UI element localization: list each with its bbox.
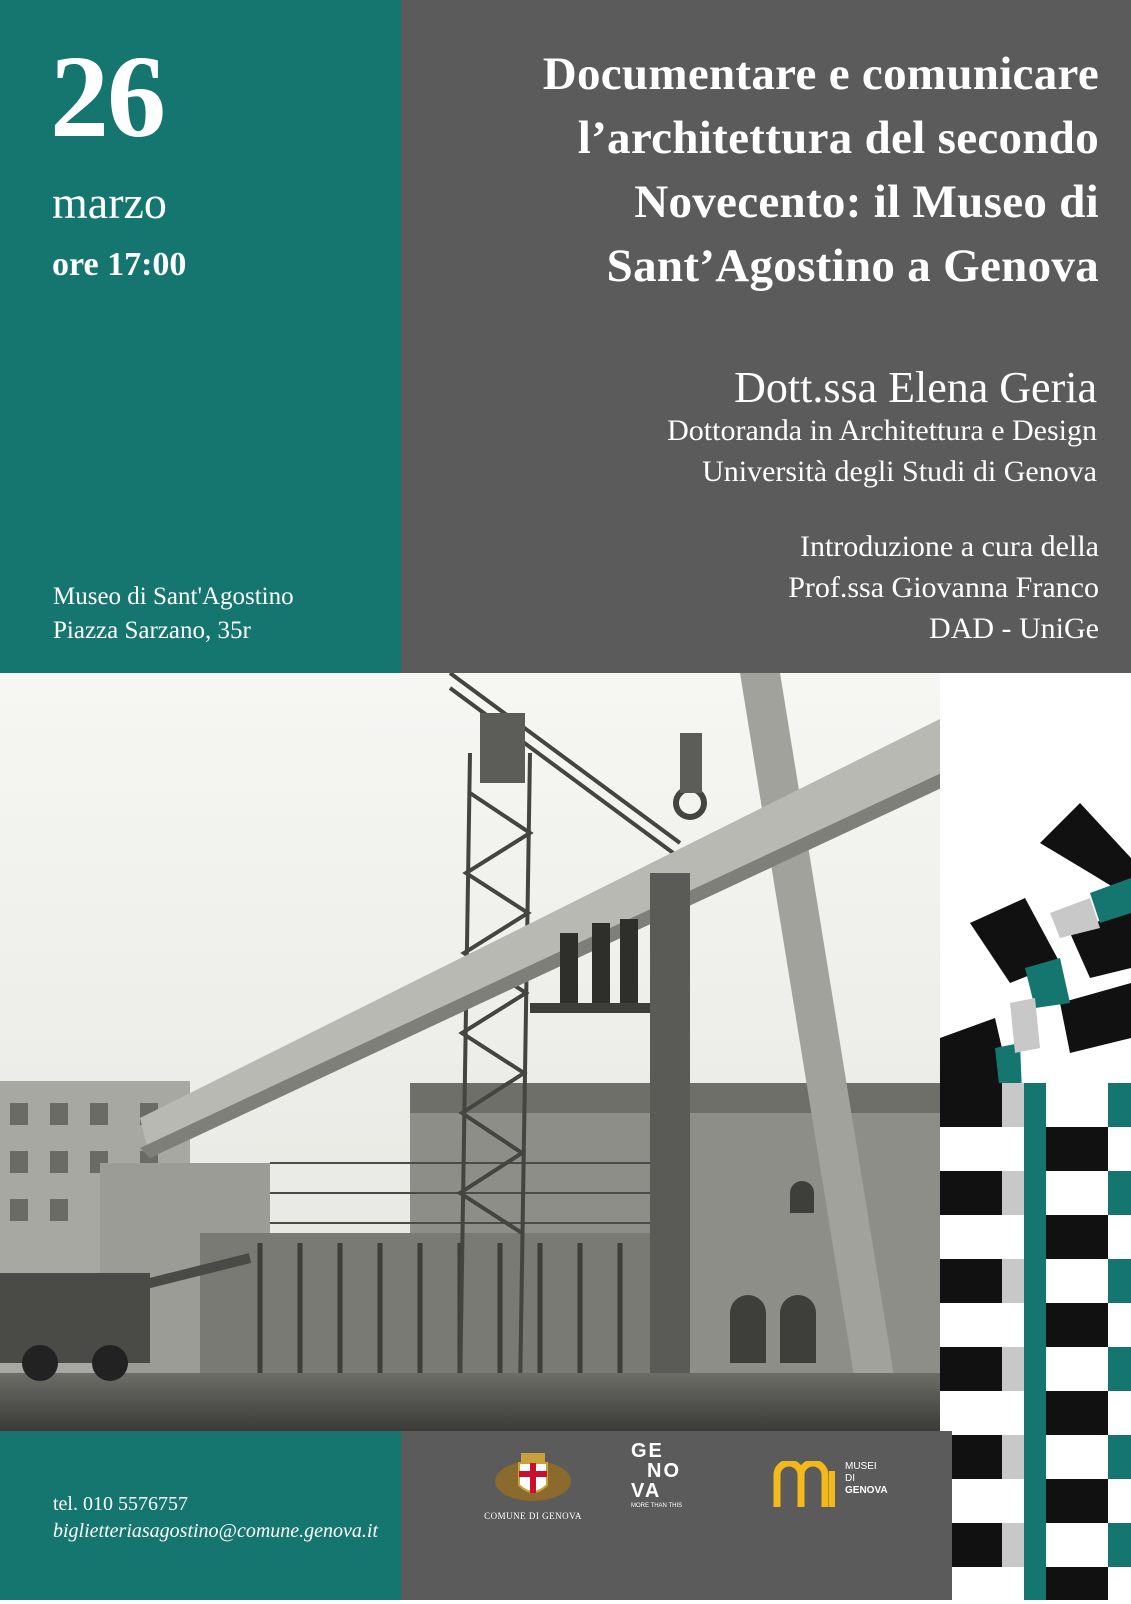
intro-affiliation: DAD - UniGe — [929, 612, 1099, 645]
contact-phone: tel. 010 5576757 — [53, 1493, 188, 1515]
checker-cell — [1046, 1127, 1108, 1171]
checker-cell — [1046, 1303, 1108, 1347]
comune-label: COMUNE DI GENOVA — [484, 1511, 582, 1521]
checker-cell — [1002, 1479, 1024, 1523]
checker-cell — [940, 1215, 1002, 1259]
checker-cell — [1046, 1479, 1108, 1523]
checker-cell — [1046, 1567, 1108, 1600]
speaker-role: Dottoranda in Architettura e Design — [667, 414, 1097, 447]
checker-cell — [1046, 1083, 1108, 1127]
checker-cell — [1108, 1127, 1131, 1171]
checker-cell — [1108, 1171, 1131, 1215]
comune-logo — [471, 1441, 595, 1531]
checker-cell — [1024, 1127, 1046, 1171]
checker-cell — [1108, 1083, 1131, 1127]
checker-cell — [1046, 1259, 1108, 1303]
checker-cell — [1108, 1391, 1131, 1435]
checker-cell — [1024, 1083, 1046, 1127]
logos-panel — [401, 1431, 952, 1600]
checker-cell — [1108, 1523, 1131, 1567]
checker-cell — [1002, 1215, 1024, 1259]
checker-cell — [1108, 1435, 1131, 1479]
checker-cell — [1046, 1523, 1108, 1567]
checker-cell — [1024, 1523, 1046, 1567]
checker-cell — [1108, 1303, 1131, 1347]
title-line: Sant’Agostino a Genova — [606, 240, 1099, 292]
checker-cell — [940, 1259, 1002, 1303]
checker-cell — [940, 1347, 1002, 1391]
event-month: marzo — [52, 177, 167, 228]
checker-cell — [1024, 1435, 1046, 1479]
coat-of-arms-icon — [471, 1441, 595, 1507]
event-title — [409, 42, 1099, 298]
info-panel — [401, 0, 1131, 673]
checker-cell — [1002, 1567, 1024, 1600]
genova-letters-2: NO — [647, 1460, 681, 1482]
checker-cell — [1002, 1303, 1024, 1347]
checker-cell — [1002, 1083, 1024, 1127]
intro-label: Introduzione a cura della — [799, 530, 1099, 563]
title-line: l’architettura del secondo — [577, 112, 1099, 164]
checker-cell — [1024, 1303, 1046, 1347]
checker-cell — [1002, 1347, 1024, 1391]
checker-cell — [940, 1083, 1002, 1127]
intro-name: Prof.ssa Giovanna Franco — [788, 571, 1099, 604]
checker-cell — [1002, 1391, 1024, 1435]
venue-address: Piazza Sarzano, 35r — [53, 617, 251, 644]
checker-cell — [1108, 1259, 1131, 1303]
title-line: Novecento: il Museo di — [634, 176, 1099, 228]
checker-cell — [1024, 1259, 1046, 1303]
checker-cell — [1002, 1127, 1024, 1171]
checker-cell — [1108, 1347, 1131, 1391]
genova-letters-3: VA — [631, 1480, 662, 1502]
checker-cell — [1002, 1259, 1024, 1303]
musei-m-icon — [773, 1461, 841, 1509]
checker-cell — [1108, 1567, 1131, 1600]
contact-email[interactable]: biglietteriasagostino@comune.genova.it — [53, 1520, 379, 1542]
checker-cell — [940, 1171, 1002, 1215]
checker-cell — [1002, 1435, 1024, 1479]
checker-cell — [1108, 1479, 1131, 1523]
genova-logo — [631, 1441, 716, 1531]
checker-cell — [1002, 1523, 1024, 1567]
checker-cell — [1024, 1347, 1046, 1391]
genova-letters-1: GE — [631, 1440, 664, 1462]
musei-line2: DI — [845, 1473, 855, 1484]
checker-cell — [1024, 1391, 1046, 1435]
event-time: ore 17:00 — [52, 246, 187, 283]
checker-cell — [1046, 1391, 1108, 1435]
construction-photo — [0, 673, 952, 1431]
checker-cell — [1024, 1479, 1046, 1523]
checker-cell — [1024, 1215, 1046, 1259]
musei-line1: MUSEI — [845, 1461, 877, 1472]
checker-cell — [1002, 1171, 1024, 1215]
title-line: Documentare e comunicare — [542, 48, 1099, 100]
checker-cell — [1046, 1435, 1108, 1479]
checker-cell — [940, 1391, 1002, 1435]
checker-cell — [1108, 1215, 1131, 1259]
construction-photo-image — [0, 673, 952, 1431]
checker-cell — [940, 1303, 1002, 1347]
checker-grid — [940, 1083, 1131, 1600]
speaker-name: Dott.ssa Elena Geria — [734, 363, 1097, 412]
checker-cell — [1024, 1567, 1046, 1600]
decorative-pattern — [940, 673, 1131, 1600]
event-day: 26 — [50, 31, 164, 162]
checker-cell — [1046, 1347, 1108, 1391]
checker-cell — [1046, 1215, 1108, 1259]
venue-name: Museo di Sant'Agostino — [53, 583, 294, 610]
checker-cell — [1046, 1171, 1108, 1215]
musei-line3: GENOVA — [845, 1485, 888, 1496]
checker-cell — [940, 1127, 1002, 1171]
musei-logo — [773, 1461, 913, 1511]
speaker-affiliation: Università degli Studi di Genova — [702, 455, 1097, 488]
checkered-arch-graphic — [940, 673, 1131, 1600]
genova-tagline: MORE THAN THIS — [631, 1503, 683, 1509]
checker-cell — [1024, 1171, 1046, 1215]
